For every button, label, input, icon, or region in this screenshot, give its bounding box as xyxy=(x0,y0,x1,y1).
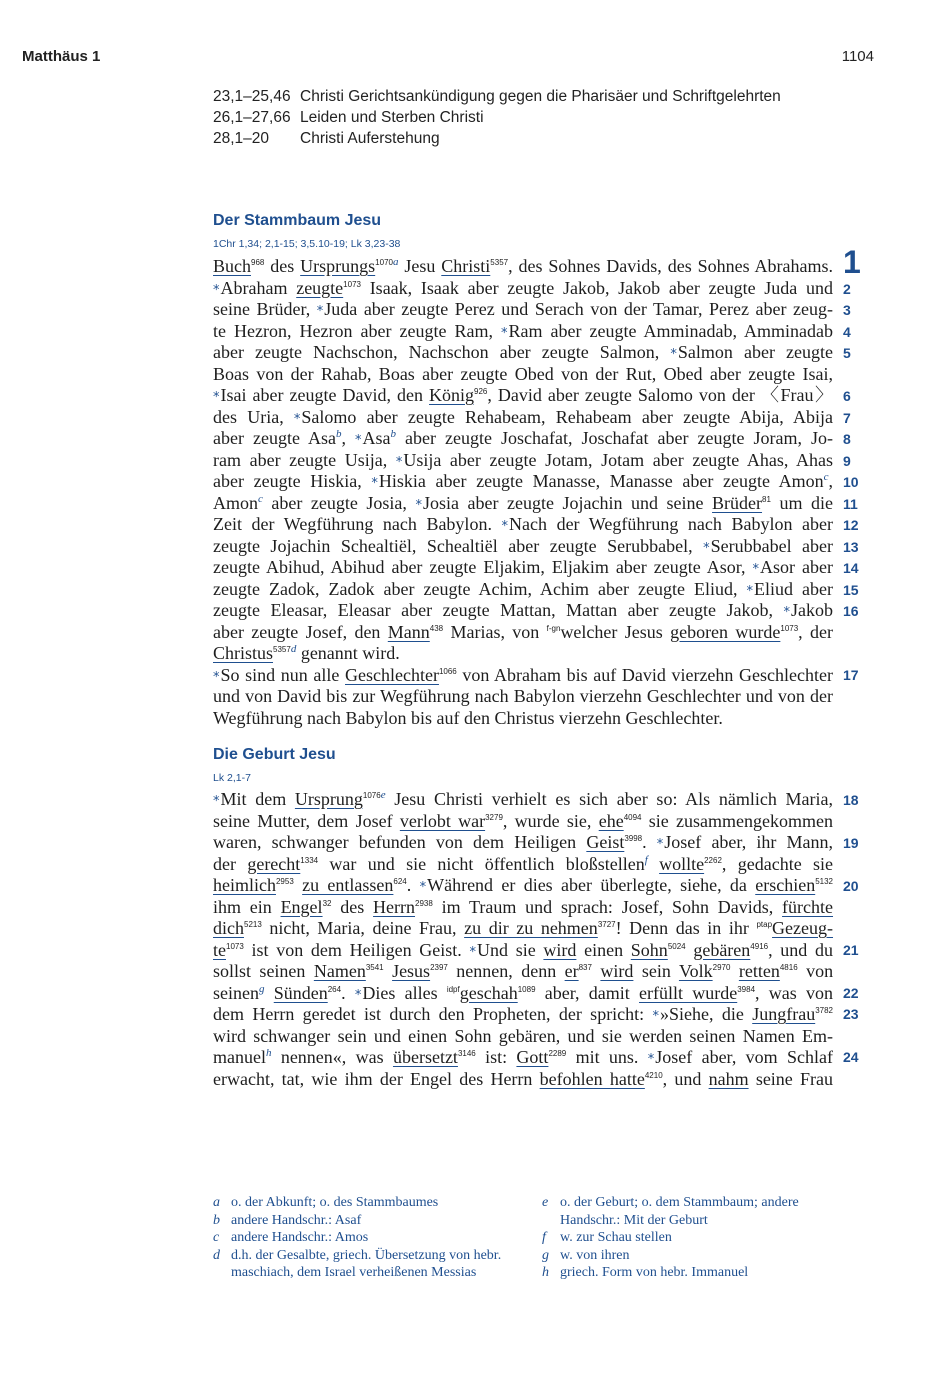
outline-ref: 26,1–27,66 xyxy=(213,109,291,126)
verse-number: 13 xyxy=(843,539,859,555)
verse-number: 18 xyxy=(843,792,859,808)
outline-title: Leiden und Sterben Christi xyxy=(300,109,484,126)
chapter-number: 1 xyxy=(843,244,861,280)
footnotes xyxy=(213,1194,838,1282)
footnotes-column-left xyxy=(213,1194,509,1282)
footnote xyxy=(213,1212,509,1230)
parallel-references: 1Chr 1,34; 2,1-15; 3,5.10-19; Lk 3,23-38 xyxy=(213,238,401,250)
verse-number: 21 xyxy=(843,942,859,958)
outline-ref: 23,1–25,46 xyxy=(213,88,291,105)
verse-number: 9 xyxy=(843,453,851,469)
verse-number: 19 xyxy=(843,835,859,851)
footnote-text: w. von ihren xyxy=(560,1247,630,1263)
outline-row xyxy=(213,86,781,107)
scripture-text-genealogy: Buch$^{968}$ des Ursprungs$^{1070a}$ Jesu Christi$^{5357}$, des Sohnes Davids, des Sohnes Abrahams. *Abraham zeugte$^{1073}$ Isaak, Isaak aber zeugte Jakob, Jakob aber zeugte Juda und seine Brüder, *Juda aber zeugte Perez und Serach von der Tamar, Perez aber zeug- te Hezron, Hezron aber zeugte Ram, *Ram aber zeugte Amminadab, Amminadab aber zeugte Nachschon, Nachschon aber zeugte Salmon, *Salmon aber zeugte Boas von der Rahab, Boas aber zeugte Obed von der Rut, Obed aber zeugte Isai, *Isai aber zeugte David, den König$^{926}$, David aber zeugte Salomo von der 〈Frau〉 des Uria, *Salomo aber zeugte Rehabeam, Rehabeam aber zeugte Abija, Abija aber zeugte Asa$^b$, *Asa$^b$ aber zeugte Joschafat, Joschafat aber zeugte Joram, Jo- ram aber zeugte Usija, *Usija aber zeugte Jotam, Jotam aber zeugte Ahas, Ahas aber zeugte Hiskia, *Hiskia aber zeugte Manasse, Manasse aber zeugte Amon$^c$, Amon$^c$ aber zeugte Josia, *Josia aber zeugte Jojachin und seine Brüder$^{81}$ um die Zeit der Wegführung nach Babylon. *Nach der Wegführung nach Babylon aber zeugte Jojachin Schealtiël, Schealtiël aber zeugte Serubbabel, *Serubbabel aber zeugte Abihud, Abihud aber zeugte Eljakim, Eljakim aber zeugte Asor, *Asor aber zeugte Zadok, Zadok aber zeugte Achim, Achim aber zeugte Eliud, *Eliud aber zeugte Eleasar, Eleasar aber zeugte Mattan, Mattan aber zeugte Jakob, *Jakob aber zeugte Josef, den Mann$^{438}$ Marias, von $^{f-gn}$welcher Jesus geboren wurde$^{1073}$, der Christus$^{5357d}$ genannt wird. *So sind nun alle Geschlechter$^{1066}$ von Abraham bis auf David vierzehn Geschlechter und von David bis zur Wegführung nach Babylon vierzehn Geschlechter und von der Wegführung nach Babylon bis auf den Christus vierzehn Geschlechter. xyxy=(213,256,834,728)
footnotes-column-right xyxy=(542,1194,838,1282)
running-head xyxy=(22,48,874,65)
verse-number: 14 xyxy=(843,560,859,576)
footnote xyxy=(542,1194,838,1229)
outline-ref: 28,1–20 xyxy=(213,130,270,147)
page-number: 1104 xyxy=(841,48,874,65)
verse-number: 12 xyxy=(843,517,859,533)
footnote-letter: e xyxy=(542,1195,549,1210)
outline-title: Christi Gerichtsankündigung gegen die Pharisäer und Schriftgelehrten xyxy=(300,88,781,105)
parallel-references: Lk 2,1-7 xyxy=(213,772,251,784)
verse-number: 16 xyxy=(843,603,859,619)
footnote xyxy=(213,1247,509,1282)
verse-number: 22 xyxy=(843,985,859,1001)
outline-title: Christi Auferstehung xyxy=(300,130,440,147)
book-title: Matthäus 1 xyxy=(22,48,101,65)
footnote-letter: a xyxy=(213,1195,220,1210)
verse-number: 6 xyxy=(843,388,851,404)
verse-number: 15 xyxy=(843,582,859,598)
outline-row xyxy=(213,128,781,149)
footnote xyxy=(542,1264,838,1282)
footnote xyxy=(542,1229,838,1247)
footnote xyxy=(213,1194,509,1212)
section-heading-genealogy: Der Stammbaum Jesu xyxy=(213,212,382,229)
footnote-text: o. der Abkunft; o. des Stammbaumes xyxy=(231,1195,439,1210)
footnote-text: d.h. der Gesalbte, griech. Übersetzung von hebr. maschiach, dem Israel verheißenen Messias xyxy=(231,1247,502,1280)
footnote-letter: d xyxy=(213,1247,220,1263)
footnote-text: andere Handschr.: Asaf xyxy=(231,1212,362,1228)
footnote-letter: c xyxy=(213,1230,220,1245)
outline-row xyxy=(213,107,781,128)
footnote xyxy=(213,1229,509,1247)
verse-number: 10 xyxy=(843,474,859,490)
verse-number: 23 xyxy=(843,1006,859,1022)
verse-number: 17 xyxy=(843,667,859,683)
footnote-text: o. der Geburt; o. dem Stammbaum; andere Handschr.: Mit der Geburt xyxy=(560,1195,799,1228)
footnote-text: griech. Form von hebr. Immanuel xyxy=(560,1265,749,1280)
section-heading-birth: Die Geburt Jesu xyxy=(213,746,336,763)
book-outline xyxy=(213,86,781,149)
footnote-letter: g xyxy=(542,1247,549,1263)
footnote-letter: b xyxy=(213,1212,220,1228)
verse-number: 4 xyxy=(843,324,851,340)
verse-number: 11 xyxy=(843,496,858,512)
footnote-letter: h xyxy=(542,1265,549,1280)
footnote xyxy=(542,1247,838,1265)
footnote-text: w. zur Schau stellen xyxy=(560,1230,672,1245)
footnote-text: andere Handschr.: Amos xyxy=(231,1230,369,1245)
scripture-text-birth: *Mit dem Ursprung$^{1076e}$ Jesu Christi verhielt es sich aber so: Als nämlich Maria, seine Mutter, dem Josef verlobt war$^{3279}$, wurde sie, ehe$^{4094}$ sie zusammengekommen waren, schwanger befunden von dem Heiligen Geist$^{3998}$. *Josef aber, ihr Mann, der gerecht$^{1334}$ war und sie nicht öffentlich bloßstellen$^f$ wollte$^{2262}$, gedachte sie heimlich$^{2953}$ zu entlassen$^{624}$. *Während er dies aber überlegte, siehe, da erschien$^{5132}$ ihm ein Engel$^{32}$ des Herrn$^{2938}$ im Traum und sprach: Josef, Sohn Davids, fürchte dich$^{5213}$ nicht, Maria, deine Frau, zu dir zu nehmen$^{3727}$! Denn das in ihr $^{ptap}$Gezeug- $te^{1073}$ ist von dem Heiligen Geist. *Und sie wird einen Sohn$^{5024}$ gebären$^{4916}$, und du sollst seinen Namen$^{3541}$ Jesus$^{2397}$ nennen, denn $er^{837}$ wird sein Volk$^{2970}$ retten$^{4816}$ von seinen$^g$ Sünden$^{264}$. *Dies alles $^{idpf}$geschah$^{1089}$ aber, damit erfüllt wurde$^{3984}$, was von dem Herrn geredet ist durch den Propheten, der spricht: *»Siehe, die Jungfrau$^{3782}$ wird schwanger sein und einen Sohn gebären, und sie werden seinen Namen Em- manuel$^h$ nennen«, was übersetzt$^{3146}$ ist: Gott$^{2289}$ mit uns. *Josef aber, vom Schlaf erwacht, tat, wie ihm der Engel des Herrn befohlen hatte$^{4210}$, und nahm seine Frau xyxy=(213,789,834,1089)
verse-number: 3 xyxy=(843,302,851,318)
verse-number: 7 xyxy=(843,410,851,426)
verse-number: 24 xyxy=(843,1049,859,1065)
footnote-letter: f xyxy=(542,1230,546,1245)
verse-number: 20 xyxy=(843,878,859,894)
verse-number: 5 xyxy=(843,345,851,361)
verse-number: 2 xyxy=(843,281,851,297)
verse-number: 8 xyxy=(843,431,851,447)
